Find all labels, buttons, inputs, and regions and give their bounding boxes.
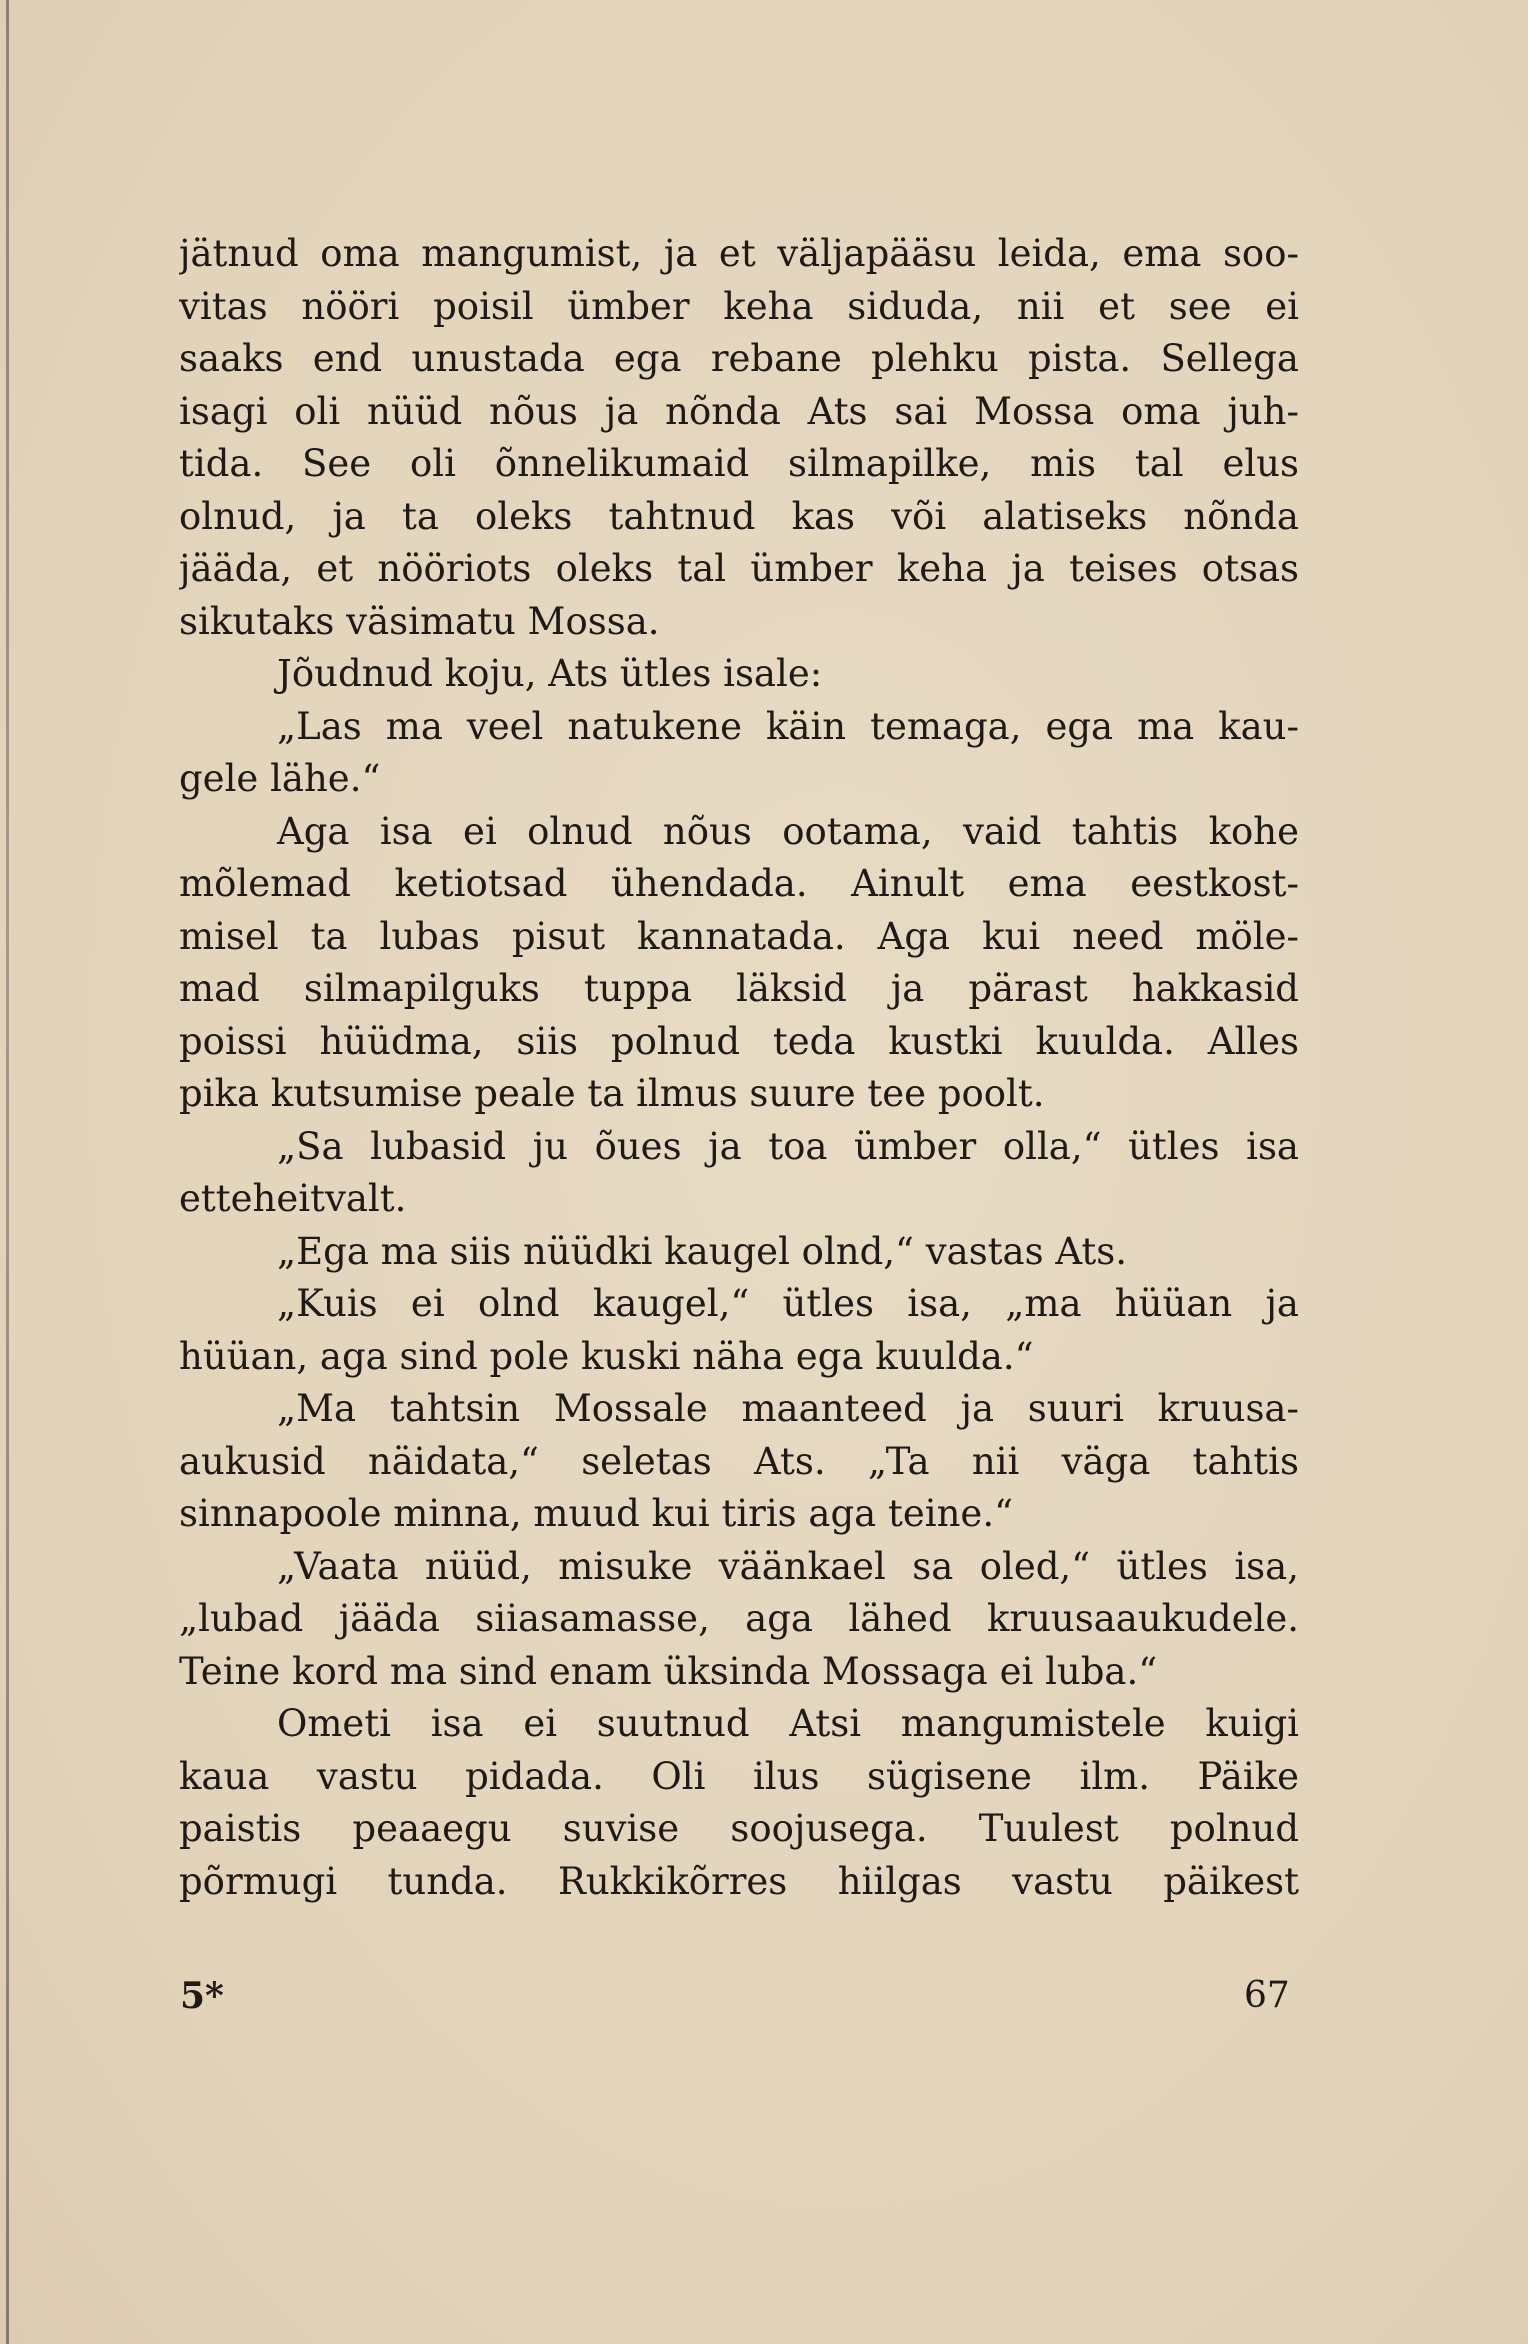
text-line: vitas nööri poisil ümber keha siduda, nii et see ei [179, 284, 1299, 328]
text-line: mad silmapilguks tuppa läksid ja pärast hakkasid [179, 967, 1299, 1010]
text-line: olnud, ja ta oleks tahtnud kas või alatiseks nõnda [179, 494, 1299, 538]
signature-mark: 5* [180, 1975, 224, 2017]
text-line: jätnud oma mangumist, ja et väljapääsu leida, ema soo- [179, 232, 1299, 275]
text-line: gele lähe.“ [179, 757, 381, 800]
text-line: isagi oli nüüd nõus ja nõnda Ats sai Mossa oma juh- [179, 389, 1299, 433]
text-line: mõlemad ketiotsad ühendada. Ainult ema eestkost- [179, 862, 1299, 905]
text-line: põrmugi tunda. Rukkikõrres hiilgas vastu päikest [179, 1859, 1299, 1903]
text-line: kaua vastu pidada. Oli ilus sügisene ilm. Päike [179, 1754, 1299, 1798]
text-line: jääda, et nööriots oleks tal ümber keha ja teises otsas [179, 547, 1299, 590]
text-line: „Kuis ei olnd kaugel,“ ütles isa, „ma hüüan ja [277, 1282, 1299, 1325]
text-line: sikutaks väsimatu Mossa. [179, 599, 660, 643]
text-line: paistis peaaegu suvise soojusega. Tuulest polnud [179, 1807, 1299, 1850]
text-line: tida. See oli õnnelikumaid silmapilke, mis tal elus [179, 442, 1299, 485]
text-line: „Vaata nüüd, misuke väänkael sa oled,“ ütles isa, [277, 1544, 1299, 1588]
page-gutter-edge [6, 0, 9, 2344]
text-line: „Las ma veel natukene käin temaga, ega ma kau- [277, 704, 1299, 748]
text-line: pika kutsumise peale ta ilmus suure tee poolt. [179, 1072, 1045, 1115]
text-line: „lubad jääda siiasamasse, aga lähed kruusaaukudele. [179, 1597, 1299, 1640]
text-line: Jõudnud koju, Ats ütles isale: [277, 652, 823, 695]
text-line: Aga isa ei olnud nõus ootama, vaid tahtis kohe [277, 809, 1299, 853]
text-line: sinnapoole minna, muud kui tiris aga teine.“ [179, 1492, 1013, 1535]
text-line: aukusid näidata,“ seletas Ats. „Ta nii väga tahtis [179, 1439, 1299, 1483]
text-line: Teine kord ma sind enam üksinda Mossaga ei luba.“ [179, 1649, 1158, 1693]
text-line: misel ta lubas pisut kannatada. Aga kui need möle- [179, 914, 1299, 958]
text-line: „Ma tahtsin Mossale maanteed ja suuri kruusa- [277, 1387, 1299, 1430]
body-text [179, 228, 1299, 1908]
text-line: „Sa lubasid ju õues ja toa ümber olla,“ ütles isa [277, 1124, 1299, 1168]
text-line: Ometi isa ei suutnud Atsi mangumistele kuigi [277, 1702, 1299, 1745]
text-line: hüüan, aga sind pole kuski näha ega kuulda.“ [179, 1334, 1034, 1378]
text-line: „Ega ma siis nüüdki kaugel olnd,“ vastas Ats. [277, 1229, 1128, 1273]
text-line: poissi hüüdma, siis polnud teda kustki kuulda. Alles [179, 1019, 1299, 1063]
page-number: 67 [1244, 1975, 1290, 2016]
text-line: saaks end unustada ega rebane plehku pista. Sellega [179, 337, 1299, 380]
text-line: etteheitvalt. [179, 1177, 407, 1220]
